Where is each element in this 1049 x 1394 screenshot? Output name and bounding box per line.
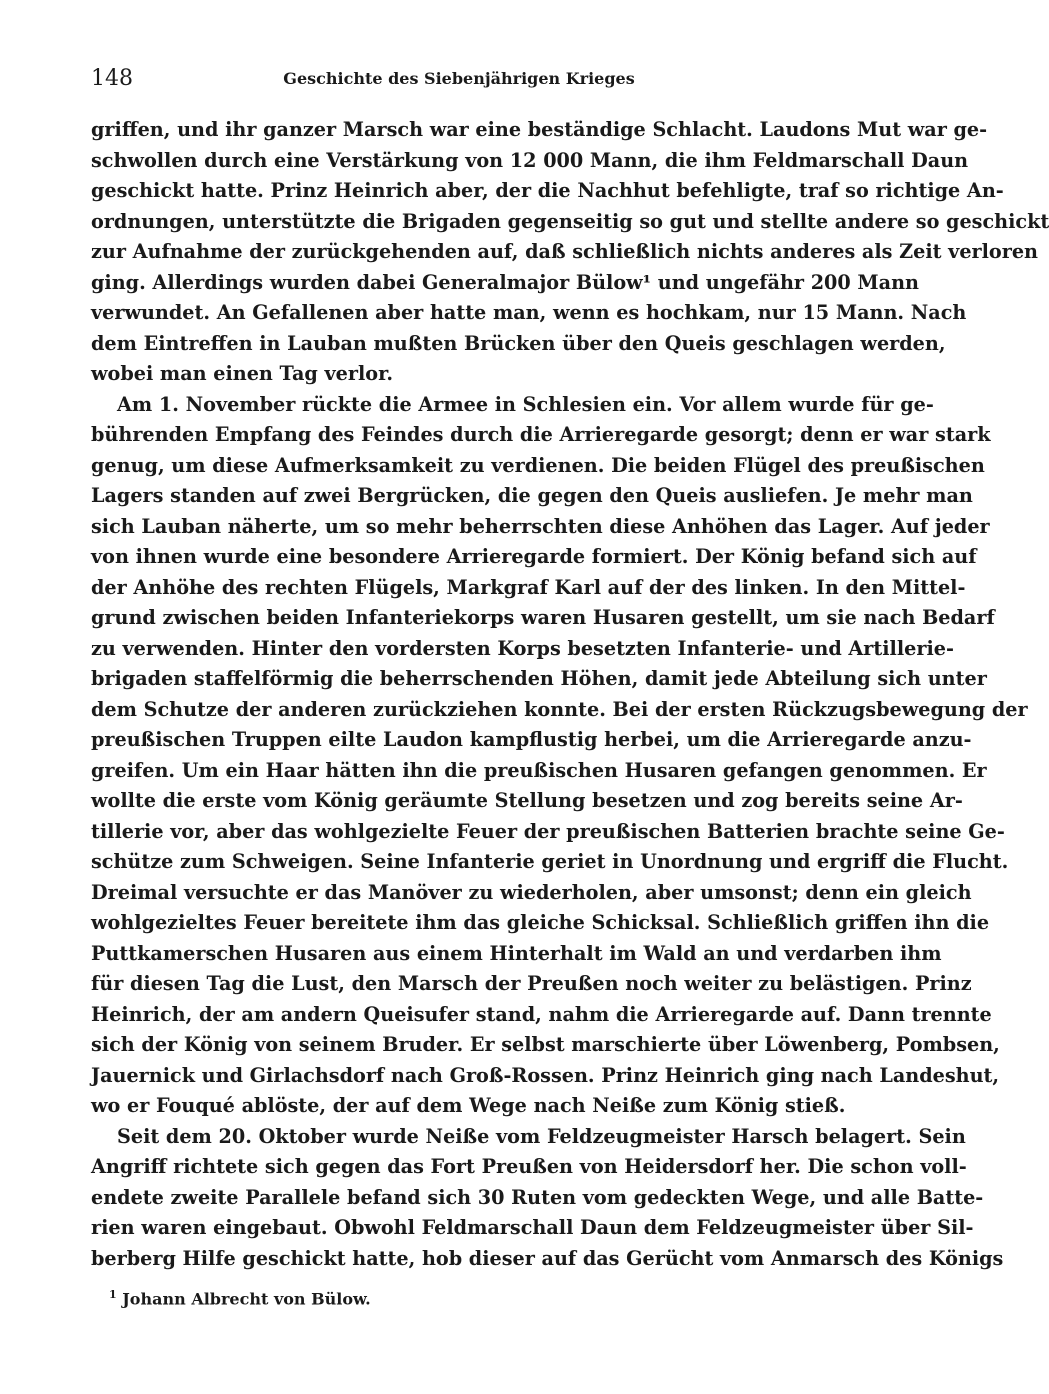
text-line: ordnungen, unterstützte die Brigaden gegenseitig so gut und stellte andere so geschickt <box>91 209 1049 233</box>
text-line: schwollen durch eine Verstärkung von 12 000 Mann, die ihm Feldmarschall Daun <box>91 148 969 172</box>
text-line: preußischen Truppen eilte Laudon kampflustig herbei, um die Arrieregarde anzu- <box>91 728 972 751</box>
text-line: Angriff richtete sich gegen das Fort Preußen von Heidersdorf her. Die schon voll- <box>91 1155 967 1178</box>
text-line: endete zweite Parallele befand sich 30 Ruten vom gedeckten Wege, und alle Batte- <box>91 1185 984 1209</box>
text-line: greifen. Um ein Haar hätten ihn die preußischen Husaren gefangen genommen. Er <box>91 758 987 782</box>
running-head: Geschichte des Siebenjährigen Krieges <box>283 69 635 88</box>
text-line: Jauernick und Girlachsdorf nach Groß-Rossen. Prinz Heinrich ging nach Landeshut, <box>91 1063 1000 1087</box>
text-line: sich Lauban näherte, um so mehr beherrschten diese Anhöhen das Lager. Auf jeder <box>91 514 990 538</box>
text-line: schütze zum Schweigen. Seine Infanterie geriet in Unordnung und ergriff die Flucht. <box>91 850 1009 873</box>
text-line: genug, um diese Aufmerksamkeit zu verdienen. Die beiden Flügel des preußischen <box>91 453 985 477</box>
text-line: griffen, und ihr ganzer Marsch war eine beständige Schlacht. Laudons Mut war ge- <box>91 118 988 141</box>
text-line: Lagers standen auf zwei Bergrücken, die gegen den Queis ausliefen. Je mehr man <box>91 484 973 507</box>
text-line: ging. Allerdings wurden dabei Generalmajor Bülow¹ und ungefähr 200 Mann <box>91 270 919 294</box>
text-line: von ihnen wurde eine besondere Arrieregarde formiert. Der König befand sich auf <box>91 545 977 568</box>
paragraph <box>91 1122 1004 1275</box>
text-line: bührenden Empfang des Feindes durch die Arrieregarde gesorgt; denn er war stark <box>91 423 991 446</box>
text-line: dem Schutze der anderen zurückziehen konnte. Bei der ersten Rückzugsbewegung der <box>91 697 1028 721</box>
footnote-text: Johann Albrecht von Bülow. <box>122 1289 371 1309</box>
footnote <box>109 1283 371 1311</box>
body-text <box>91 115 1049 1274</box>
text-line: berberg Hilfe geschickt hatte, hob dieser auf das Gerücht vom Anmarsch des Königs <box>91 1246 1004 1270</box>
text-line: sich der König von seinem Bruder. Er selbst marschierte über Löwenberg, Pombsen, <box>91 1033 1000 1056</box>
text-line: geschickt hatte. Prinz Heinrich aber, der die Nachhut befehligte, traf so richtige An- <box>91 179 1004 202</box>
text-line: Am 1. November rückte die Armee in Schlesien ein. Vor allem wurde für ge- <box>117 392 934 416</box>
paragraph <box>91 115 1049 390</box>
text-line: zur Aufnahme der zurückgehenden auf, daß schließlich nichts anderes als Zeit verloren <box>91 240 1038 263</box>
text-line: Heinrich, der am andern Queisufer stand, nahm die Arrieregarde auf. Dann trennte <box>91 1002 992 1026</box>
page-header <box>91 64 827 94</box>
text-line: Puttkamerschen Husaren aus einem Hinterhalt im Wald an und verdarben ihm <box>91 941 942 965</box>
text-line: zu verwenden. Hinter den vordersten Korps besetzten Infanterie- und Artillerie- <box>91 636 954 660</box>
text-line: wohlgezieltes Feuer bereitete ihm das gleiche Schicksal. Schließlich griffen ihn die <box>91 911 990 934</box>
text-line: für diesen Tag die Lust, den Marsch der Preußen noch weiter zu belästigen. Prinz <box>91 972 972 995</box>
text-line: wo er Fouqué ablöste, der auf dem Wege nach Neiße zum König stieß. <box>91 1094 846 1117</box>
text-line: der Anhöhe des rechten Flügels, Markgraf Karl auf der des linken. In den Mittel- <box>91 575 966 599</box>
paragraph <box>91 390 1028 1122</box>
footnote-marker: 1 <box>109 1288 117 1301</box>
page-number: 148 <box>91 66 133 91</box>
text-line: Seit dem 20. Oktober wurde Neiße vom Feldzeugmeister Harsch belagert. Sein <box>117 1124 966 1148</box>
text-line: wollte die erste vom König geräumte Stellung besetzen und zog bereits seine Ar- <box>91 789 963 812</box>
text-line: verwundet. An Gefallenen aber hatte man, wenn es hochkam, nur 15 Mann. Nach <box>91 301 967 324</box>
text-line: tillerie vor, aber das wohlgezielte Feuer der preußischen Batterien brachte seine Ge- <box>91 819 1005 843</box>
text-line: rien waren eingebaut. Obwohl Feldmarschall Daun dem Feldzeugmeister über Sil- <box>91 1216 974 1239</box>
text-line: Dreimal versuchte er das Manöver zu wiederholen, aber umsonst; denn ein gleich <box>91 880 972 904</box>
text-line: grund zwischen beiden Infanteriekorps waren Husaren gestellt, um sie nach Bedarf <box>91 606 995 629</box>
text-line: wobei man einen Tag verlor. <box>91 362 394 385</box>
text-line: brigaden staffelförmig die beherrschenden Höhen, damit jede Abteilung sich unter <box>91 667 987 690</box>
text-line: dem Eintreffen in Lauban mußten Brücken über den Queis geschlagen werden, <box>91 331 946 355</box>
